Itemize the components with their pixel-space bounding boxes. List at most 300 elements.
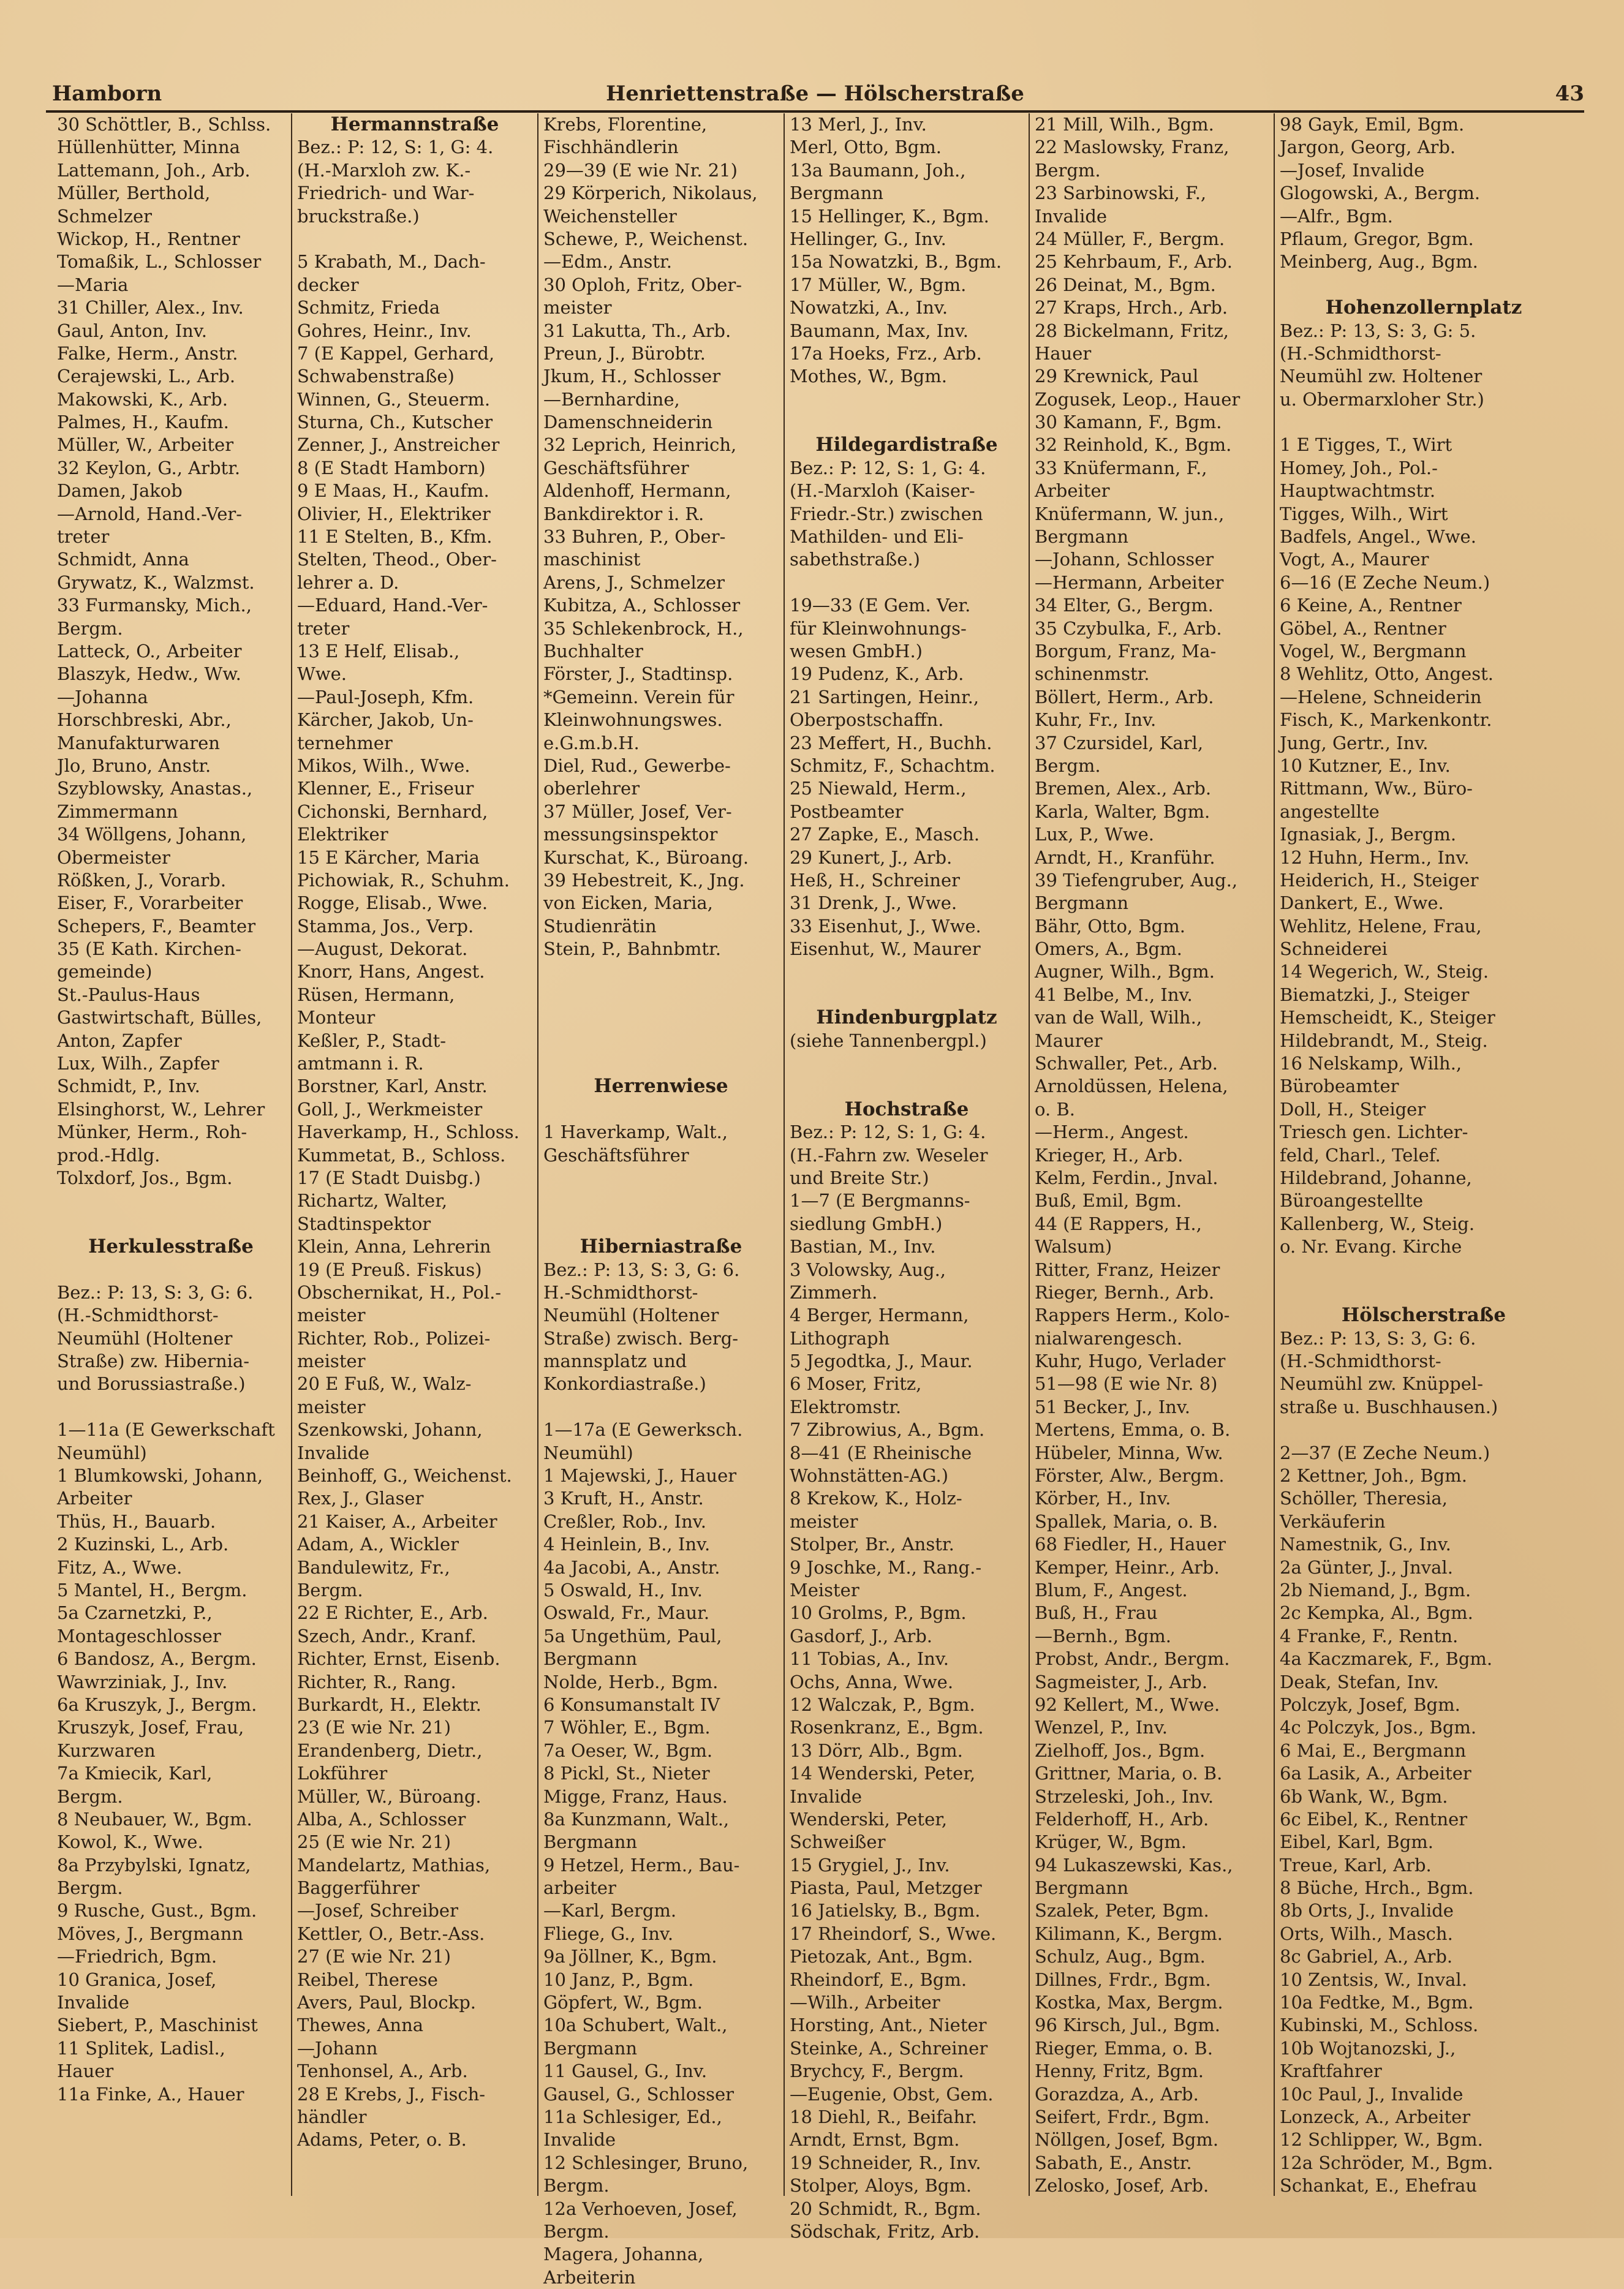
directory-entry: Obermeister <box>57 847 170 868</box>
directory-entry: 8 Neubauer, W., Bgm. <box>57 1808 252 1830</box>
directory-entry: meister <box>297 1351 366 1372</box>
spacer <box>538 1213 784 1235</box>
directory-entry: (H.-Marxloh (Kaiser- <box>790 480 975 502</box>
directory-entry: Wenzel, P., Inv. <box>1035 1717 1168 1738</box>
directory-entry: Kraftfahrer <box>1280 2061 1382 2082</box>
directory-entry: Henny, Fritz, Bgm. <box>1035 2061 1204 2082</box>
directory-entry: 4a Kaczmarek, F., Bgm. <box>1280 1648 1493 1670</box>
directory-entry: Bergmann <box>1035 892 1129 914</box>
directory-entry: Magera, Johanna, <box>543 2244 704 2265</box>
directory-entry: Ignasiak, J., Bergm. <box>1280 824 1457 845</box>
directory-entry: 8 Büche, Hrch., Bgm. <box>1280 1877 1474 1899</box>
directory-entry: 6b Wank, W., Bgm. <box>1280 1786 1448 1807</box>
directory-entry: 18 Diehl, R., Beifahr. <box>790 2106 978 2127</box>
directory-entry: Arndt, H., Kranführ. <box>1035 847 1215 868</box>
directory-entry: Rieger, Bernh., Arb. <box>1035 1281 1215 1303</box>
directory-entry: —Friedrich, Bgm. <box>57 1946 217 1967</box>
directory-entry: sabethstraße.) <box>790 549 920 570</box>
directory-entry: 37 Müller, Josef, Ver- <box>543 801 732 822</box>
directory-entry: Bergm. <box>57 1786 123 1807</box>
street-heading: Herkulesstraße <box>88 1235 254 1258</box>
directory-entry: Cichonski, Bernhard, <box>297 801 488 822</box>
directory-entry: 6a Lasik, A., Arbeiter <box>1280 1763 1471 1784</box>
directory-entry: —Eugenie, Obst, Gem. <box>790 2083 994 2105</box>
directory-entry: Wwe. <box>297 663 347 685</box>
directory-entry: Baumann, Max, Inv. <box>790 320 969 341</box>
column-1 <box>52 113 290 2196</box>
directory-entry: Kowol, K., Wwe. <box>57 1831 203 1853</box>
directory-entry: wesen GmbH.) <box>790 640 923 662</box>
directory-entry: Mikos, Wilh., Wwe. <box>297 755 470 776</box>
directory-entry: 8 Wehlitz, Otto, Angest. <box>1280 663 1494 685</box>
directory-entry: Arbeiter <box>57 1488 132 1509</box>
spacer <box>538 1396 784 1419</box>
directory-entry: —Helene, Schneiderin <box>1280 686 1482 707</box>
directory-entry: Arens, J., Schmelzer <box>543 571 725 593</box>
directory-entry: 4 Heinlein, B., Inv. <box>543 1534 711 1555</box>
directory-entry: Bankdirektor i. R. <box>543 503 704 524</box>
spacer <box>52 1396 290 1419</box>
directory-entry: 23 Meffert, H., Buchh. <box>790 732 992 753</box>
directory-entry: 32 Leprich, Heinrich, <box>543 434 737 456</box>
directory-entry: Zielhoff, Jos., Bgm. <box>1035 1740 1206 1761</box>
directory-entry: 23 (E wie Nr. 21) <box>297 1717 451 1738</box>
directory-entry: Pichowiak, R., Schuhm. <box>297 869 510 891</box>
directory-entry: Buß, Emil, Bgm. <box>1035 1190 1182 1212</box>
spacer <box>785 960 1029 983</box>
directory-entry: 30 Schöttler, B., Schlss. <box>57 114 271 135</box>
directory-entry: Bergm. <box>57 1877 123 1899</box>
directory-entry: Schepers, F., Beamter <box>57 915 256 937</box>
street-heading: Hohenzollernplatz <box>1325 296 1522 319</box>
directory-entry: Sturna, Ch., Kutscher <box>297 412 493 433</box>
directory-entry: 26 Deinat, M., Bgm. <box>1035 274 1216 295</box>
directory-entry: 8a Kunzmann, Walt., <box>543 1808 730 1830</box>
directory-entry: arbeiter <box>543 1877 616 1899</box>
directory-entry: 1—7 (E Bergmanns- <box>790 1190 970 1212</box>
directory-entry: Wenderski, Peter, <box>790 1808 948 1830</box>
directory-entry: Förster, Alw., Bergm. <box>1035 1465 1225 1487</box>
directory-entry: Stolper, Aloys, Bgm. <box>790 2175 972 2197</box>
directory-entry: amtmann i. R. <box>297 1053 424 1074</box>
directory-entry: Postbeamter <box>790 801 904 822</box>
directory-entry: 4a Jacobi, A., Anstr. <box>543 1556 720 1578</box>
directory-entry: Damenschneiderin <box>543 412 713 433</box>
directory-entry: Kallenberg, W., Steig. <box>1280 1213 1475 1234</box>
directory-entry: Arbeiterin <box>543 2266 636 2288</box>
directory-entry: Lux, Wilh., Zapfer <box>57 1053 219 1074</box>
directory-entry: 8c Gabriel, A., Arb. <box>1280 1946 1453 1967</box>
header-town: Hamborn <box>52 81 162 106</box>
directory-entry: 33 Furmansky, Mich., <box>57 595 252 616</box>
directory-entry: Heiderich, H., Steiger <box>1280 869 1479 891</box>
directory-entry: (H.-Fahrn zw. Weseler <box>790 1144 988 1166</box>
directory-entry: 11 Splitek, Ladisl., <box>57 2037 225 2059</box>
directory-entry: 6 Mai, E., Bergmann <box>1280 1740 1467 1761</box>
directory-entry: —Bernhardine, <box>543 388 680 410</box>
directory-entry: Müller, W., Büroang. <box>297 1786 482 1807</box>
directory-entry: 31 Drenk, J., Wwe. <box>790 892 957 914</box>
directory-entry: messungsinspektor <box>543 824 718 845</box>
directory-entry: Triesch gen. Lichter- <box>1280 1122 1468 1143</box>
directory-entry: Elektromstr. <box>790 1396 902 1417</box>
directory-entry: 12a Schröder, M., Bgm. <box>1280 2152 1494 2173</box>
directory-entry: von Eicken, Maria, <box>543 892 713 914</box>
spacer <box>785 1052 1029 1075</box>
directory-entry: *Gemeinn. Verein für <box>543 686 735 707</box>
directory-entry: 22 E Richter, E., Arb. <box>297 1602 488 1624</box>
spacer <box>292 228 537 251</box>
directory-entry: 6 Bandosz, A., Bergm. <box>57 1648 257 1670</box>
directory-entry: Müller, W., Arbeiter <box>57 434 234 456</box>
directory-entry: o. B. <box>1035 1098 1075 1120</box>
directory-entry: 12 Schlesinger, Bruno, <box>543 2152 749 2173</box>
directory-entry: (H.-Schmidthorst- <box>1280 1351 1441 1372</box>
directory-entry: Wickop, H., Rentner <box>57 228 240 249</box>
directory-entry: Makowski, K., Arb. <box>57 388 228 410</box>
street-heading: Hochstraße <box>844 1098 969 1120</box>
directory-entry: Ochs, Anna, Wwe. <box>790 1671 954 1692</box>
directory-entry: meister <box>297 1396 366 1417</box>
directory-entry: lehrer a. D. <box>297 571 399 593</box>
directory-entry: Krieger, H., Arb. <box>1035 1144 1184 1166</box>
directory-entry: Felderhoff, H., Arb. <box>1035 1808 1209 1830</box>
directory-entry: Winnen, G., Steuerm. <box>297 388 491 410</box>
directory-entry: —Herm., Angest. <box>1035 1122 1189 1143</box>
directory-entry: 11 Tobias, A., Inv. <box>790 1648 950 1670</box>
directory-entry: Rüsen, Hermann, <box>297 984 455 1005</box>
directory-columns <box>52 113 1571 2288</box>
directory-entry: Richter, R., Rang. <box>297 1671 456 1692</box>
directory-entry: 7a Kmiecik, Karl, <box>57 1763 213 1784</box>
directory-entry: Wohnstätten-AG.) <box>790 1465 949 1487</box>
directory-entry: Kostka, Max, Bergm. <box>1035 1992 1223 2013</box>
directory-entry: Migge, Franz, Haus. <box>543 1786 728 1807</box>
directory-entry: Hemscheidt, K., Steiger <box>1280 1007 1495 1028</box>
directory-entry: Beinhoff, G., Weichenst. <box>297 1465 512 1487</box>
directory-entry: Ritter, Franz, Heizer <box>1035 1259 1220 1280</box>
directory-entry: 39 Hebestreit, K., Jng. <box>543 869 745 891</box>
directory-entry: Möves, J., Bergmann <box>57 1923 244 1944</box>
directory-entry: 3 Volowsky, Aug., <box>790 1259 946 1280</box>
directory-entry: Grywatz, K., Walzmst. <box>57 571 255 593</box>
directory-entry: Fisch, K., Markenkontr. <box>1280 709 1492 731</box>
directory-entry: —Alfr., Bgm. <box>1280 205 1393 227</box>
directory-entry: Sabath, E., Anstr. <box>1035 2152 1192 2173</box>
directory-entry: für Kleinwohnungs- <box>790 617 967 639</box>
directory-entry: 19 Pudenz, K., Arb. <box>790 663 964 685</box>
directory-entry: Borstner, Karl, Anstr. <box>297 1076 488 1097</box>
directory-entry: Bergmann <box>790 183 884 204</box>
street-heading: Herrenwiese <box>594 1075 728 1098</box>
directory-entry: Wehlitz, Helene, Frau, <box>1280 915 1482 937</box>
directory-entry: Bastian, M., Inv. <box>790 1236 936 1258</box>
directory-entry: 31 Lakutta, Th., Arb. <box>543 320 731 341</box>
directory-entry: Jkum, H., Schlosser <box>543 366 721 387</box>
directory-entry: Vogel, W., Bergmann <box>1280 640 1467 662</box>
directory-entry: Tenhonsel, A., Arb. <box>297 2061 468 2082</box>
directory-entry: Siebert, P., Maschinist <box>57 2015 258 2036</box>
directory-entry: e.G.m.b.H. <box>543 732 640 753</box>
directory-entry: Nolde, Herb., Bgm. <box>543 1671 719 1692</box>
directory-entry: bruckstraße.) <box>297 205 420 227</box>
directory-entry: Klein, Anna, Lehrerin <box>297 1236 491 1258</box>
directory-entry: —Johanna <box>57 686 148 707</box>
directory-entry: Bergmann <box>1035 526 1129 548</box>
directory-entry: Förster, J., Stadtinsp. <box>543 663 733 685</box>
directory-entry: Neumühl) <box>57 1442 147 1463</box>
directory-entry: Merl, Otto, Bgm. <box>790 137 942 158</box>
directory-entry: Geschäftsführer <box>543 457 689 478</box>
directory-entry: 10 Zentsis, W., Inval. <box>1280 1969 1467 1990</box>
directory-entry: Schöller, Theresia, <box>1280 1488 1448 1509</box>
directory-entry: Avers, Paul, Blockp. <box>297 1992 477 2013</box>
directory-entry: 29 Krewnick, Paul <box>1035 366 1199 387</box>
directory-entry: Stadtinspektor <box>297 1213 431 1234</box>
directory-entry: Schwabenstraße) <box>297 366 455 387</box>
directory-entry: Lonzeck, A., Arbeiter <box>1280 2106 1471 2127</box>
directory-entry: Oberpostschaffn. <box>790 709 944 731</box>
directory-entry: (H.-Schmidthorst- <box>57 1305 219 1326</box>
directory-entry: Bez.: P: 13, S: 3, G: 5. <box>1280 320 1476 341</box>
directory-entry: Bandulewitz, Fr., <box>297 1556 450 1578</box>
directory-entry: 92 Kellert, M., Wwe. <box>1035 1694 1220 1715</box>
directory-entry: 31 Chiller, Alex., Inv. <box>57 297 244 319</box>
directory-entry: Buchhalter <box>543 640 643 662</box>
directory-entry: u. Obermarxloher Str.) <box>1280 388 1484 410</box>
directory-entry: 68 Fiedler, H., Hauer <box>1035 1534 1226 1555</box>
directory-entry: 32 Reinhold, K., Bgm. <box>1035 434 1232 456</box>
directory-entry: Hübeler, Minna, Ww. <box>1035 1442 1223 1463</box>
directory-entry: St.-Paulus-Haus <box>57 984 200 1005</box>
directory-entry: Haverkamp, H., Schloss. <box>297 1122 519 1143</box>
directory-entry: Hellinger, G., Inv. <box>790 228 946 249</box>
directory-entry: 11 Gausel, G., Inv. <box>543 2061 708 2082</box>
directory-entry: Rosenkranz, E., Bgm. <box>790 1717 984 1738</box>
directory-entry: Gausel, G., Schlosser <box>543 2083 734 2105</box>
directory-entry: 21 Kaiser, A., Arbeiter <box>297 1510 497 1532</box>
directory-entry: Hildebrand, Johanne, <box>1280 1167 1472 1188</box>
directory-entry: 33 Buhren, P., Ober- <box>543 526 726 548</box>
directory-entry: Jlo, Bruno, Anstr. <box>57 755 211 776</box>
directory-entry: Monteur <box>297 1007 376 1028</box>
directory-entry: Neumühl zw. Holtener <box>1280 366 1482 387</box>
directory-entry: händler <box>297 2106 367 2127</box>
street-heading: Hindenburgplatz <box>816 1006 997 1029</box>
directory-entry: 23 Sarbinowski, F., <box>1035 183 1207 204</box>
directory-entry: Erandenberg, Dietr., <box>297 1740 483 1761</box>
directory-entry: Szenkowski, Johann, <box>297 1419 483 1441</box>
directory-entry: 27 Zapke, E., Masch. <box>790 824 980 845</box>
directory-entry: 12 Schlipper, W., Bgm. <box>1280 2129 1483 2151</box>
directory-entry: 1 E Tigges, T., Wirt <box>1280 434 1452 456</box>
directory-entry: nialwarengesch. <box>1035 1327 1183 1349</box>
directory-entry: Homey, Joh., Pol.- <box>1280 457 1438 478</box>
directory-entry: 25 (E wie Nr. 21) <box>297 1831 451 1853</box>
directory-entry: o. Nr. Evang. Kirche <box>1280 1236 1462 1258</box>
directory-entry: Baggerführer <box>297 1877 420 1899</box>
directory-entry: 17a Hoeks, Frz., Arb. <box>790 342 982 364</box>
directory-entry: Rittmann, Ww., Büro- <box>1280 778 1473 799</box>
directory-entry: —Johann, Schlosser <box>1035 549 1214 570</box>
directory-entry: Damen, Jakob <box>57 480 183 502</box>
directory-entry: 16 Nelskamp, Wilh., <box>1280 1053 1462 1074</box>
directory-entry: 10 Grolms, P., Bgm. <box>790 1602 967 1624</box>
directory-entry: Schmitz, Frieda <box>297 297 440 319</box>
directory-entry: 11 E Stelten, B., Kfm. <box>297 526 493 548</box>
directory-entry: Montageschlosser <box>57 1625 221 1646</box>
directory-entry: 1 Blumkowski, Johann, <box>57 1465 263 1487</box>
directory-entry: 51 Becker, J., Inv. <box>1035 1396 1191 1417</box>
directory-entry: Büroangestellte <box>1280 1190 1424 1212</box>
directory-entry: Schneiderei <box>1280 938 1388 960</box>
directory-entry: 19 Schneider, R., Inv. <box>790 2152 981 2173</box>
directory-entry: meister <box>790 1510 858 1532</box>
directory-entry: Pflaum, Gregor, Bgm. <box>1280 228 1474 249</box>
directory-entry: 5 Mantel, H., Bergm. <box>57 1580 247 1601</box>
directory-entry: 15 E Kärcher, Maria <box>297 847 480 868</box>
directory-entry: Bergm. <box>57 617 123 639</box>
directory-entry: Steinke, A., Schreiner <box>790 2037 988 2059</box>
directory-entry: Kuhr, Fr., Inv. <box>1035 709 1157 731</box>
directory-entry: 29 Kunert, J., Arb. <box>790 847 953 868</box>
directory-entry: 15a Nowatzki, B., Bgm. <box>790 251 1002 273</box>
directory-entry: Keßler, P., Stadt- <box>297 1030 447 1051</box>
column-5 <box>1029 113 1274 2196</box>
directory-entry: Friedrich- und War- <box>297 183 475 204</box>
street-heading: Hiberniastraße <box>580 1235 742 1258</box>
directory-entry: Latteck, O., Arbeiter <box>57 640 242 662</box>
directory-entry: Gaul, Anton, Inv. <box>57 320 207 341</box>
directory-entry: Thüs, H., Bauarb. <box>57 1510 216 1532</box>
directory-entry: Palmes, H., Kaufm. <box>57 412 229 433</box>
directory-entry: 12a Verhoeven, Josef, <box>543 2198 738 2219</box>
directory-entry: Kleinwohnungswes. <box>543 709 723 731</box>
directory-entry: meister <box>297 1305 366 1326</box>
directory-entry: 13 Dörr, Alb., Bgm. <box>790 1740 963 1761</box>
directory-entry: 28 E Krebs, J., Fisch- <box>297 2083 486 2105</box>
directory-entry: Maurer <box>1035 1030 1103 1051</box>
directory-entry: Borgum, Franz, Ma- <box>1035 640 1217 662</box>
directory-entry: 25 Kehrbaum, F., Arb. <box>1035 251 1233 273</box>
directory-entry: Cerajewski, L., Arb. <box>57 366 236 387</box>
directory-entry: 1 Haverkamp, Walt., <box>543 1122 728 1143</box>
directory-entry: Anton, Zapfer <box>57 1030 182 1051</box>
spacer <box>538 960 784 983</box>
directory-entry: —August, Dekorat. <box>297 938 468 960</box>
directory-entry: Thewes, Anna <box>297 2015 424 2036</box>
spacer <box>1275 274 1573 296</box>
directory-entry: Gorazdza, A., Arb. <box>1035 2083 1199 2105</box>
directory-entry: Bremen, Alex., Arb. <box>1035 778 1212 799</box>
directory-entry: Szyblowsky, Anastas., <box>57 778 253 799</box>
directory-entry: Müller, Berthold, <box>57 183 211 204</box>
directory-entry: Nowatzki, A., Inv. <box>790 297 948 319</box>
column-6 <box>1274 113 1573 2196</box>
directory-entry: Neumühl (Holtener <box>57 1327 233 1349</box>
directory-entry: 5a Ungethüm, Paul, <box>543 1625 722 1646</box>
directory-entry: Walsum) <box>1035 1236 1112 1258</box>
directory-entry: Jung, Gertr., Inv. <box>1280 732 1429 753</box>
directory-entry: Rheindorf, E., Bgm. <box>790 1969 967 1990</box>
directory-entry: decker <box>297 274 359 295</box>
spacer <box>1275 1281 1573 1304</box>
directory-entry: Neumühl) <box>543 1442 633 1463</box>
directory-entry: Knüfermann, W. jun., <box>1035 503 1225 524</box>
directory-entry: Kettler, O., Betr.-Ass. <box>297 1923 485 1944</box>
page-number: 43 <box>1555 81 1584 106</box>
directory-entry: Deak, Stefan, Inv. <box>1280 1671 1439 1692</box>
directory-entry: Rieger, Emma, o. B. <box>1035 2037 1213 2059</box>
directory-entry: 1 Majewski, J., Hauer <box>543 1465 737 1487</box>
directory-entry: Sagmeister, J., Arb. <box>1035 1671 1208 1692</box>
directory-entry: Invalide <box>790 1786 863 1807</box>
directory-entry: 5a Czarnetzki, P., <box>57 1602 213 1624</box>
directory-entry: Knorr, Hans, Angest. <box>297 961 485 982</box>
directory-entry: Schewe, P., Weichenst. <box>543 228 749 249</box>
directory-entry: 30 Oploh, Fritz, Ober- <box>543 274 742 295</box>
spacer <box>1275 1419 1573 1441</box>
directory-entry: 20 E Fuß, W., Walz- <box>297 1373 472 1395</box>
directory-entry: 8a Przybylski, Ignatz, <box>57 1854 251 1876</box>
directory-entry: Creßler, Rob., Inv. <box>543 1510 706 1532</box>
directory-entry: Invalide <box>1035 205 1108 227</box>
directory-entry: 14 Wegerich, W., Steig. <box>1280 961 1489 982</box>
directory-entry: Mertens, Emma, o. B. <box>1035 1419 1231 1441</box>
directory-entry: Oswald, Fr., Maur. <box>543 1602 710 1624</box>
spacer <box>538 1190 784 1212</box>
directory-entry: —Hermann, Arbeiter <box>1035 571 1224 593</box>
directory-entry: Meister <box>790 1580 859 1601</box>
directory-entry: Arnoldüssen, Helena, <box>1035 1076 1228 1097</box>
directory-entry: 13 E Helf, Elisab., <box>297 640 460 662</box>
directory-entry: 14 Wenderski, Peter, <box>790 1763 976 1784</box>
directory-entry: Meinberg, Aug., Bgm. <box>1280 251 1478 273</box>
directory-entry: 7a Oeser, W., Bgm. <box>543 1740 713 1761</box>
directory-entry: 7 Wöhler, E., Bgm. <box>543 1717 711 1738</box>
directory-entry: Horsting, Ant., Nieter <box>790 2015 987 2036</box>
spacer <box>52 1213 290 1235</box>
directory-entry: van de Wall, Wilh., <box>1035 1007 1203 1028</box>
directory-entry: 9 Hetzel, Herm., Bau- <box>543 1854 740 1876</box>
directory-entry: Kemper, Heinr., Arb. <box>1035 1556 1220 1578</box>
directory-entry: Göpfert, W., Bgm. <box>543 1992 703 2013</box>
directory-entry: Rex, J., Glaser <box>297 1488 424 1509</box>
directory-entry: Mothes, W., Bgm. <box>790 366 947 387</box>
spacer <box>538 1030 784 1052</box>
directory-entry: Augner, Wilh., Bgm. <box>1035 961 1215 982</box>
spacer <box>1275 1259 1573 1281</box>
directory-entry: Doll, H., Steiger <box>1280 1098 1426 1120</box>
directory-entry: 6 Moser, Fritz, <box>790 1373 922 1395</box>
directory-entry: Hildebrandt, M., Steig. <box>1280 1030 1488 1051</box>
directory-entry: Studienrätin <box>543 915 657 937</box>
directory-entry: Grittner, Maria, o. B. <box>1035 1763 1223 1784</box>
column-4 <box>784 113 1029 2242</box>
directory-entry: Rogge, Elisab., Wwe. <box>297 892 488 914</box>
directory-entry: Szech, Andr., Kranf. <box>297 1625 477 1646</box>
directory-entry: Elsinghorst, W., Lehrer <box>57 1098 265 1120</box>
directory-entry: Straße) zw. Hibernia- <box>57 1351 250 1372</box>
street-heading: Hermannstraße <box>330 113 499 135</box>
directory-entry: 13 Merl, J., Inv. <box>790 114 927 135</box>
directory-entry: Bergm. <box>543 2220 610 2242</box>
directory-entry: Probst, Andr., Bergm. <box>1035 1648 1230 1670</box>
directory-entry: Schulz, Aug., Bgm. <box>1035 1946 1206 1967</box>
directory-entry: 15 Grygiel, J., Inv. <box>790 1854 950 1876</box>
directory-entry: 28 Bickelmann, Fritz, <box>1035 320 1229 341</box>
directory-entry: (H.-Schmidthorst- <box>1280 342 1441 364</box>
